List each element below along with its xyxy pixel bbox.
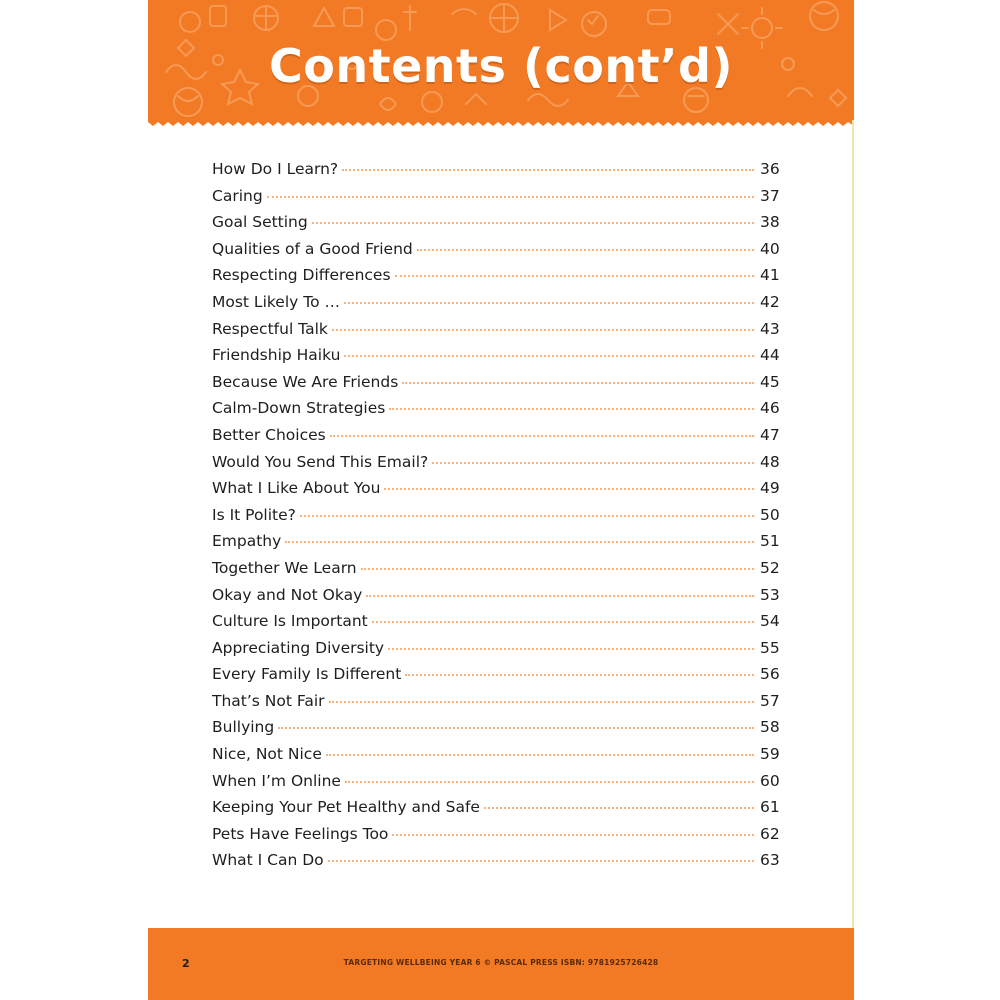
dot-leader [344,302,754,304]
page-number: 2 [182,957,190,970]
dot-leader [345,781,754,783]
toc-entry-page-number: 59 [760,745,780,764]
dot-leader [344,355,754,357]
dot-leader [405,674,754,676]
toc-entry [212,506,790,533]
dot-leader [417,249,754,251]
zigzag-edge-icon [148,114,854,126]
dot-leader [278,727,754,729]
footer-bar [148,928,854,1000]
toc-entry-page-number: 48 [760,452,780,471]
toc-entry-page-number: 62 [760,824,780,843]
page-edge-divider [852,120,854,928]
toc-entry-title: How Do I Learn? [212,160,339,178]
toc-entry-title: Calm-Down Strategies [212,399,386,418]
toc-entry-title: Because We Are Friends [212,372,399,391]
toc-entry-page-number: 44 [760,346,780,365]
toc-entry-page-number: 55 [760,638,780,657]
toc-entry [212,665,790,692]
toc-entry [212,825,790,852]
dot-leader [300,515,754,517]
toc-entry [212,851,790,878]
dot-leader [392,834,754,836]
toc-entry-page-number: 54 [760,612,780,631]
toc-entry [212,798,790,825]
toc-entry [212,479,790,506]
dot-leader [312,222,754,224]
dot-leader [366,595,754,597]
toc-entry [212,240,790,267]
toc-entry-title: Goal Setting [212,213,308,232]
dot-leader [395,275,754,277]
toc-entry-page-number: 37 [760,186,780,205]
toc-entry-page-number: 41 [760,266,780,285]
toc-entry-page-number: 42 [760,292,780,311]
dot-leader [332,329,754,331]
toc-entry-title: Would You Send This Email? [212,452,429,471]
toc-entry-title: Empathy [212,532,282,551]
toc-entry-title: Respecting Differences [212,266,391,285]
dot-leader [402,382,754,384]
toc-entry [212,718,790,745]
toc-entry [212,639,790,666]
dot-leader [372,621,754,623]
toc-entry-title: What I Like About You [212,479,381,498]
toc-entry-page-number: 45 [760,372,780,391]
dot-leader [432,462,754,464]
toc-entry [212,745,790,772]
toc-entry [212,187,790,214]
toc-entry-page-number: 58 [760,718,780,737]
toc-entry [212,266,790,293]
toc-entry-page-number: 63 [760,851,780,870]
toc-entry-title: Pets Have Feelings Too [212,824,389,843]
dot-leader [384,488,754,490]
toc-entry [212,160,790,187]
copyright-line: TARGETING WELLBEING YEAR 6 © PASCAL PRESS ISBN: 9781925726428 [343,958,659,967]
toc-entry [212,399,790,426]
header-banner [148,0,854,126]
toc-entry-page-number: 38 [760,213,780,232]
dot-leader [388,648,754,650]
dot-leader [330,435,754,437]
toc-entry-title: Caring [212,186,263,205]
toc-entry [212,612,790,639]
toc-entry-title: Okay and Not Okay [212,585,363,604]
toc-entry-title: When I’m Online [212,771,341,790]
toc-entry [212,772,790,799]
toc-entry-page-number: 47 [760,425,780,444]
toc-entry-page-number: 49 [760,479,780,498]
toc-entry-title: Together We Learn [212,558,357,577]
toc-entry-page-number: 60 [760,771,780,790]
toc-entry-page-number: 51 [760,532,780,551]
dot-leader [329,701,754,703]
toc-entry-page-number: 56 [760,665,780,684]
toc-entry-page-number: 46 [760,399,780,418]
dot-leader [267,196,754,198]
document-page [148,0,854,1000]
toc-entry-title: Keeping Your Pet Healthy and Safe [212,798,480,817]
dot-leader [389,408,754,410]
toc-entry [212,559,790,586]
toc-entry [212,320,790,347]
toc-entry-title: Friendship Haiku [212,346,341,365]
toc-entry-page-number: 43 [760,319,780,338]
dot-leader [328,860,754,862]
dot-leader [484,807,754,809]
toc-entry-page-number: 52 [760,558,780,577]
toc-entry-title: Culture Is Important [212,612,368,631]
toc-entry [212,293,790,320]
toc-entry-title: That’s Not Fair [212,691,325,710]
page-title: Contents (cont’d) [269,39,733,93]
toc-entry-page-number: 57 [760,691,780,710]
toc-entry-title: Most Likely To … [212,292,340,311]
toc-entry [212,453,790,480]
toc-entry-title: Every Family Is Different [212,665,402,684]
toc-entry-title: Better Choices [212,425,326,444]
toc-entry-page-number: 50 [760,505,780,524]
toc-entry-title: What I Can Do [212,851,324,870]
toc-entry [212,532,790,559]
toc-entry-title: Appreciating Diversity [212,638,385,657]
toc-entry-title: Nice, Not Nice [212,745,322,764]
toc-entry [212,373,790,400]
toc-entry [212,426,790,453]
table-of-contents [212,160,790,878]
dot-leader [326,754,754,756]
dot-leader [342,169,754,171]
toc-entry-page-number: 36 [760,160,780,178]
toc-entry-title: Respectful Talk [212,319,328,338]
toc-entry-title: Is It Polite? [212,505,296,524]
toc-entry [212,586,790,613]
dot-leader [285,541,754,543]
toc-entry [212,346,790,373]
toc-entry-page-number: 53 [760,585,780,604]
toc-entry-title: Bullying [212,718,275,737]
toc-entry-title: Qualities of a Good Friend [212,239,413,258]
toc-entry-page-number: 61 [760,798,780,817]
dot-leader [361,568,754,570]
toc-entry [212,213,790,240]
toc-entry-page-number: 40 [760,239,780,258]
toc-entry [212,692,790,719]
